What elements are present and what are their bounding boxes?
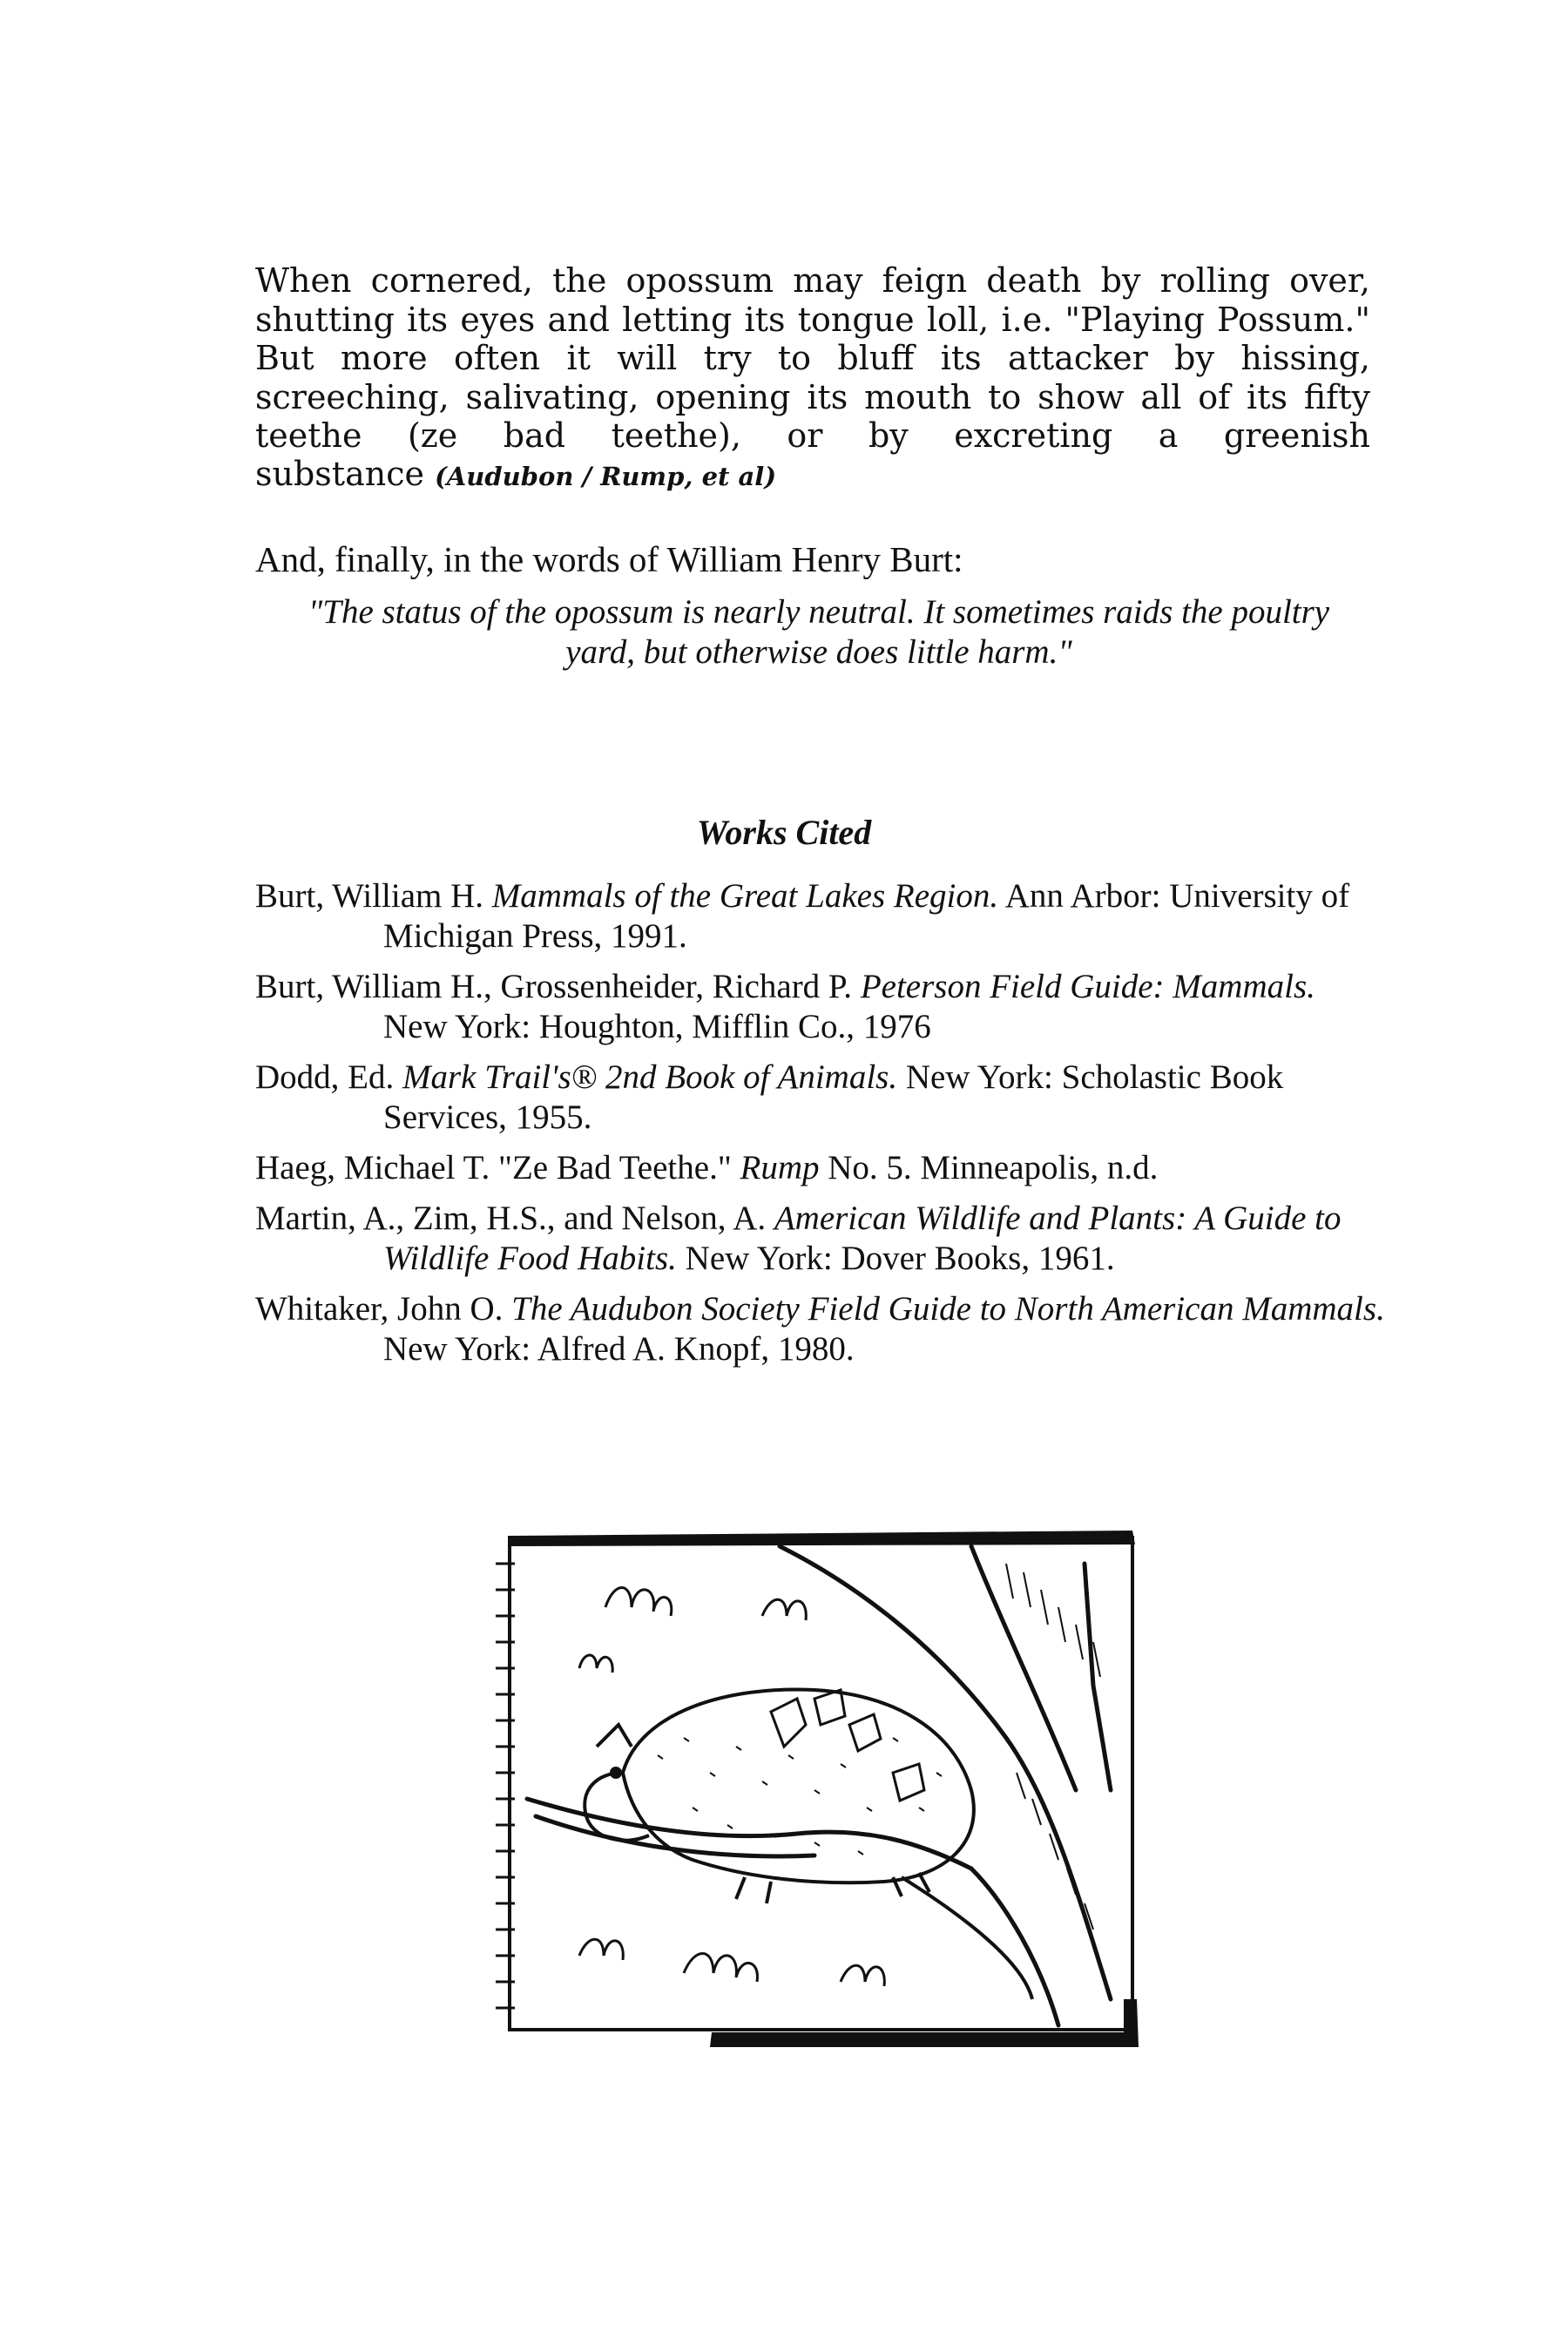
- works-cited-heading: Works Cited: [696, 813, 872, 852]
- works-cited-list: [255, 876, 1388, 1380]
- spiral-binding: [496, 1564, 515, 2008]
- intro-last-line: [255, 455, 776, 497]
- citation-entry: Dodd, Ed. Mark Trail's® 2nd Book of Animals. New York: Scholastic Book Services, 1955.: [255, 1058, 1284, 1136]
- citation-entry: Burt, William H. Mammals of the Great Lakes Region. Ann Arbor: University of Michigan Press, 1991.: [255, 877, 1350, 955]
- intro-paragraph: [255, 261, 1370, 456]
- citation-entry: Haeg, Michael T. "Ze Bad Teethe." Rump No. 5. Minneapolis, n.d.: [255, 1149, 1159, 1186]
- intro-text: When cornered, the opossum may feign death by rolling over, shutting its eyes and letting its tongue loll, i.e. "Playing Possum." But more often it will try to bluff its attacker by hissing, screeching, salivating, opening its mouth to show all of its fifty teethe (ze bad teethe), or by excreting a greenish: [255, 261, 1370, 455]
- intro-citation: (Audubon / Rump, et al): [435, 462, 777, 491]
- citation-entry: Martin, A., Zim, H.S., and Nelson, A. American Wildlife and Plants: A Guide to Wildlife Food Habits. New York: Dover Books, 1961.: [255, 1200, 1342, 1277]
- opossum-sketchbook-illustration: [483, 1511, 1146, 2051]
- burt-quote: "The status of the opossum is nearly neutral. It sometimes raids the poultry yard, but otherwise does little harm.": [308, 593, 1330, 671]
- baby-opossums: [771, 1690, 924, 1801]
- citation-entry: Whitaker, John O. The Audubon Society Field Guide to North American Mammals. New York: Alfred A. Knopf, 1980.: [255, 1290, 1385, 1368]
- citation-entry: Burt, William H., Grossenheider, Richard P. Peterson Field Guide: Mammals. New York: Houghton, Mifflin Co., 1976: [255, 968, 1315, 1045]
- transition-line: And, finally, in the words of William Henry Burt:: [255, 539, 963, 579]
- intro-last-word: substance: [255, 455, 424, 493]
- tree-branch: [527, 1546, 1111, 2025]
